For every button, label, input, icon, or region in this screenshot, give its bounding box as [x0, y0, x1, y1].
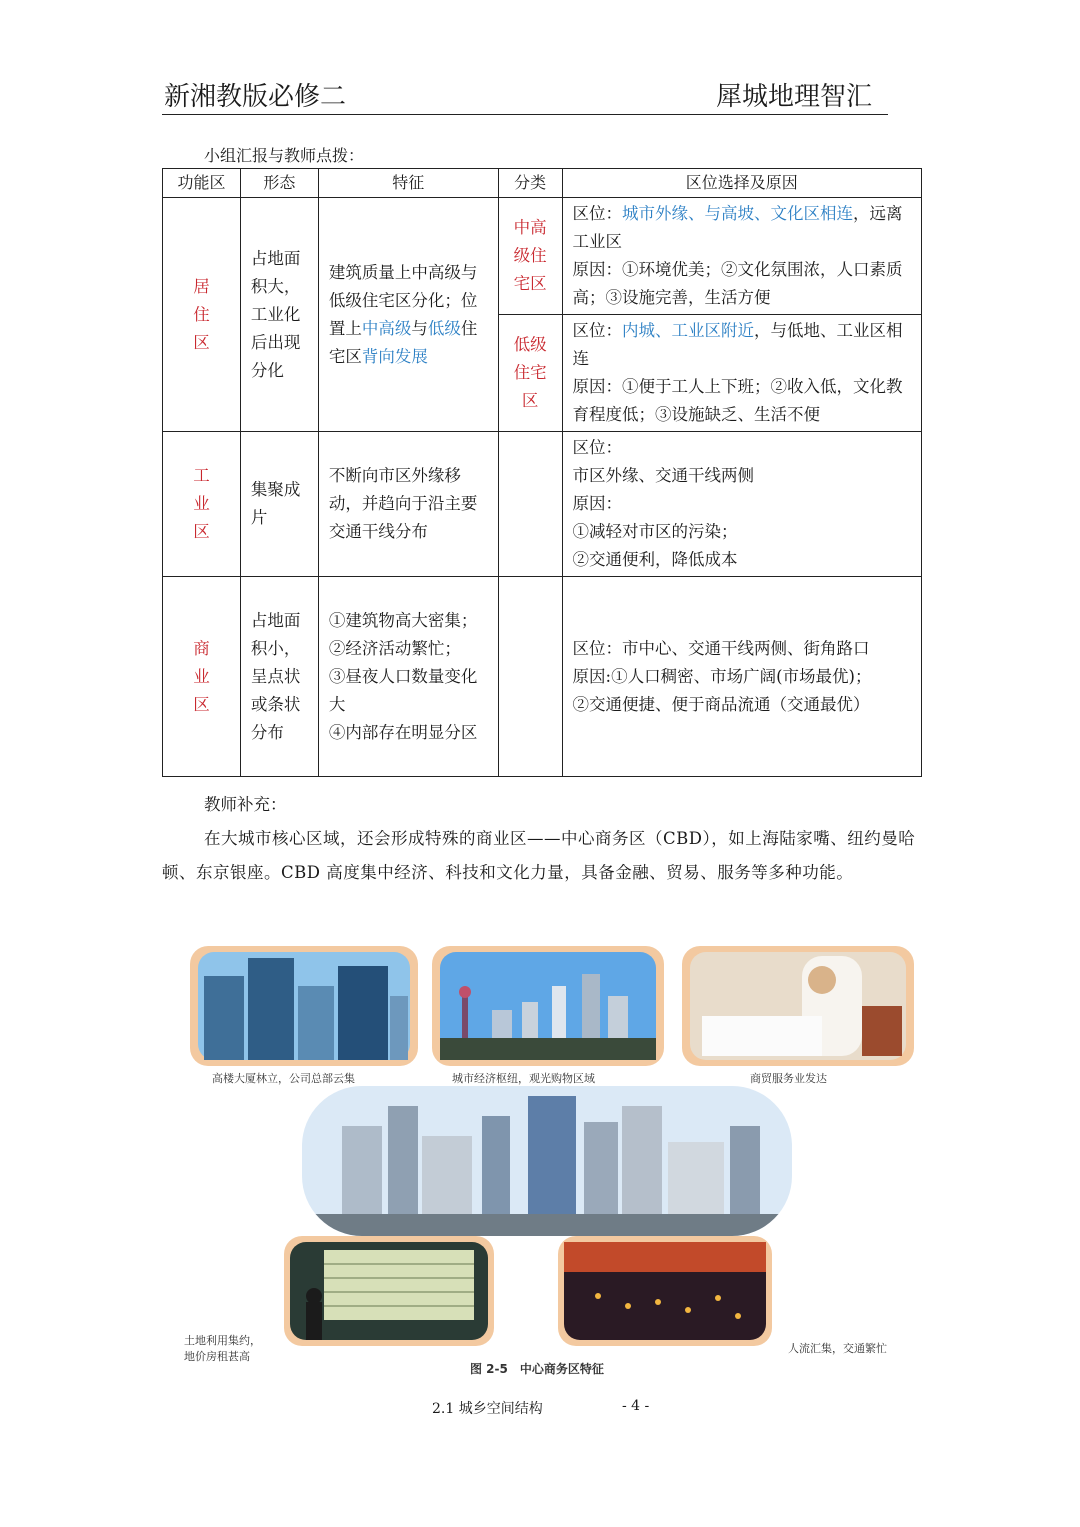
- zone-name-commercial: 商 业 区: [163, 577, 241, 777]
- section-subtitle: 小组汇报与教师点拨：: [204, 146, 365, 165]
- teacher-note-label: 教师补充：: [204, 795, 287, 814]
- cbd-skyline-photo: [302, 1086, 792, 1236]
- header-form: 形态: [240, 169, 318, 198]
- header-location: 区位选择及原因: [562, 169, 921, 198]
- traffic-photo: [558, 1236, 772, 1346]
- location-industrial: 区位： 市区外缘、交通干线两侧 原因： ①减轻对市区的污染； ②交通便利，降低成本: [562, 432, 921, 577]
- caption-service: 商贸服务业发达: [750, 1072, 827, 1085]
- form-commercial: 占地面积小，呈点状或条状分布: [240, 577, 318, 777]
- header-category: 分类: [498, 169, 562, 198]
- functional-zones-table: [162, 168, 922, 777]
- skyline-photo: [432, 946, 664, 1066]
- caption-land-use-2: 地价房租甚高: [184, 1350, 250, 1363]
- form-residential: 占地面积大，工业化后出现分化: [240, 198, 318, 432]
- form-industrial: 集聚成片: [240, 432, 318, 577]
- category-commercial-empty: [498, 577, 562, 777]
- cbd-figure: [160, 940, 920, 1380]
- zone-name-residential: 居 住 区: [163, 198, 241, 432]
- category-low-residential: 低级 住宅 区: [498, 315, 562, 432]
- category-high-residential: 中高 级住 宅区: [498, 198, 562, 315]
- figure-title: 图 2-5 中心商务区特征: [470, 1362, 604, 1376]
- service-photo: [682, 946, 914, 1066]
- header-feature: 特征: [318, 169, 498, 198]
- caption-skyline: 城市经济枢纽，观光购物区域: [452, 1072, 595, 1085]
- footer-section: 2.1 城乡空间结构: [432, 1401, 543, 1417]
- table-row: [163, 198, 922, 315]
- feature-industrial: 不断向市区外缘移动，并趋向于沿主要交通干线分布: [318, 432, 498, 577]
- land-use-photo: [284, 1236, 494, 1346]
- caption-traffic: 人流汇集，交通繁忙: [788, 1342, 887, 1355]
- table-header-row: [163, 169, 922, 198]
- table-row: [163, 577, 922, 777]
- feature-residential: 建筑质量上中高级与低级住宅区分化；位置上中高级与低级住宅区背向发展: [318, 198, 498, 432]
- header-zone: 功能区: [163, 169, 241, 198]
- header-right-title: 犀城地理智汇: [715, 82, 872, 112]
- zone-name-industrial: 工 业 区: [163, 432, 241, 577]
- feature-commercial: ①建筑物高大密集； ②经济活动繁忙； ③昼夜人口数量变化大 ④内部存在明显分区: [318, 577, 498, 777]
- table-row: [163, 432, 922, 577]
- caption-skyscrapers: 高楼大厦林立，公司总部云集: [212, 1072, 355, 1085]
- page-header: [162, 76, 888, 115]
- category-industrial-empty: [498, 432, 562, 577]
- location-high-residential: 区位：城市外缘、与高坡、文化区相连，远离工业区 原因：①环境优美；②文化氛围浓，人口素质高；③设施完善，生活方便: [562, 198, 921, 315]
- header-left-title: 新湘教版必修二: [164, 82, 347, 112]
- skyscrapers-photo: [190, 946, 418, 1066]
- location-low-residential: 区位：内城、工业区附近，与低地、工业区相连 原因：①便于工人上下班；②收入低，文化教育程度低；③设施缺乏、生活不便: [562, 315, 921, 432]
- teacher-note-text: 在大城市核心区域，还会形成特殊的商业区——中心商务区（CBD），如上海陆家嘴、纽约曼哈顿、东京银座。CBD 高度集中经济、科技和文化力量，具备金融、贸易、服务等多种功能。: [162, 829, 916, 882]
- location-commercial: 区位：市中心、交通干线两侧、街角路口 原因:①人口稠密、市场广阔(市场最优)； ②交通便捷、便于商品流通（交通最优）: [562, 577, 921, 777]
- footer-page-number: - 4 -: [622, 1398, 650, 1414]
- caption-land-use-1: 土地利用集约，: [184, 1334, 261, 1347]
